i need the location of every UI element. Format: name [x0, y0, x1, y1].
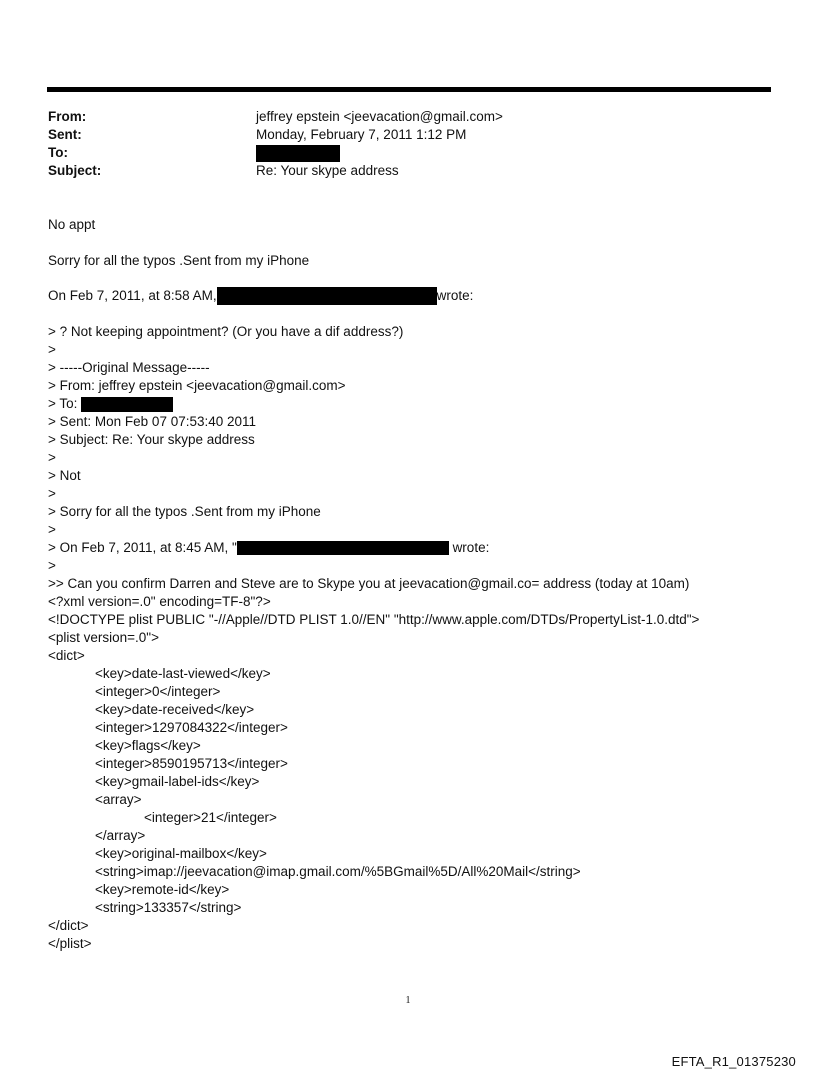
body-line: > Sorry for all the typos .Sent from my iPhone: [48, 504, 321, 519]
body-line: > Sent: Mon Feb 07 07:53:40 2011: [48, 414, 257, 429]
body-line: <plist version=.0">: [48, 630, 159, 645]
body-line: > ? Not keeping appointment? (Or you have a dif address?): [48, 324, 404, 339]
page-number: 1: [405, 995, 411, 1006]
body-line: <key>date-last-viewed</key>: [95, 666, 271, 681]
body-line: </plist>: [48, 936, 92, 951]
subject-value: Re: Your skype address: [256, 163, 399, 178]
from-value: jeffrey epstein <jeevacation@gmail.com>: [256, 109, 503, 124]
body-line: > From: jeffrey epstein <jeevacation@gmail.com>: [48, 378, 346, 393]
redaction-box: [81, 397, 173, 412]
body-line: </array>: [95, 828, 146, 843]
body-line: >> Can you confirm Darren and Steve are to Skype you at jeevacation@gmail.co= address (today at 10am): [48, 576, 690, 591]
body-line: Sorry for all the typos .Sent from my iPhone: [48, 253, 310, 268]
redaction-box: [237, 541, 449, 555]
body-line: <key>date-received</key>: [95, 702, 255, 717]
redaction-box: [256, 145, 340, 162]
body-line: <integer>21</integer>: [144, 810, 277, 825]
body-line: </dict>: [48, 918, 89, 933]
body-line: > -----Original Message-----: [48, 360, 210, 375]
body-line: >: [48, 486, 56, 501]
body-line-to: [48, 395, 173, 413]
reply-header-text: On Feb 7, 2011, at 8:58 AM,: [48, 288, 217, 303]
sent-label: Sent:: [48, 127, 82, 142]
body-line: <integer>1297084322</integer>: [95, 720, 288, 735]
header-rule: [47, 87, 771, 92]
reply-header-wrote: wrote:: [436, 288, 474, 303]
redaction-box: [217, 287, 437, 305]
body-line: <?xml version=.0" encoding=TF-8"?>: [48, 594, 271, 609]
body-line-quoted-header: [48, 539, 489, 557]
body-line: <key>remote-id</key>: [95, 882, 230, 897]
to-label: To:: [48, 145, 68, 160]
bates-stamp: EFTA_R1_01375230: [671, 1054, 796, 1069]
from-label: From:: [48, 109, 87, 124]
to-value-redaction: [256, 144, 340, 162]
body-line: <integer>0</integer>: [95, 684, 221, 699]
body-line: <key>gmail-label-ids</key>: [95, 774, 260, 789]
body-line: >: [48, 450, 56, 465]
body-line: No appt: [48, 217, 96, 232]
quoted-header-wrote: wrote:: [452, 540, 490, 555]
subject-label: Subject:: [48, 163, 102, 178]
body-line: >: [48, 558, 56, 573]
body-line: <dict>: [48, 648, 85, 663]
body-line: <string>imap://jeevacation@imap.gmail.com/%5BGmail%5D/All%20Mail</string>: [95, 864, 581, 879]
body-line: <key>original-mailbox</key>: [95, 846, 267, 861]
body-line: >: [48, 522, 56, 537]
sent-value: Monday, February 7, 2011 1:12 PM: [256, 127, 467, 142]
body-line: <string>133357</string>: [95, 900, 242, 915]
quoted-header-text: > On Feb 7, 2011, at 8:45 AM, ": [48, 540, 237, 555]
body-line: <key>flags</key>: [95, 738, 201, 753]
body-line-reply-header: [48, 287, 473, 305]
quoted-to-label: > To:: [48, 396, 78, 411]
body-line: <integer>8590195713</integer>: [95, 756, 288, 771]
body-line: <!DOCTYPE plist PUBLIC "-//Apple//DTD PLIST 1.0//EN" "http://www.apple.com/DTDs/PropertyList-1.0.dtd">: [48, 612, 700, 627]
body-line: > Subject: Re: Your skype address: [48, 432, 255, 447]
body-line: > Not: [48, 468, 81, 483]
body-line: >: [48, 342, 56, 357]
body-line: <array>: [95, 792, 142, 807]
